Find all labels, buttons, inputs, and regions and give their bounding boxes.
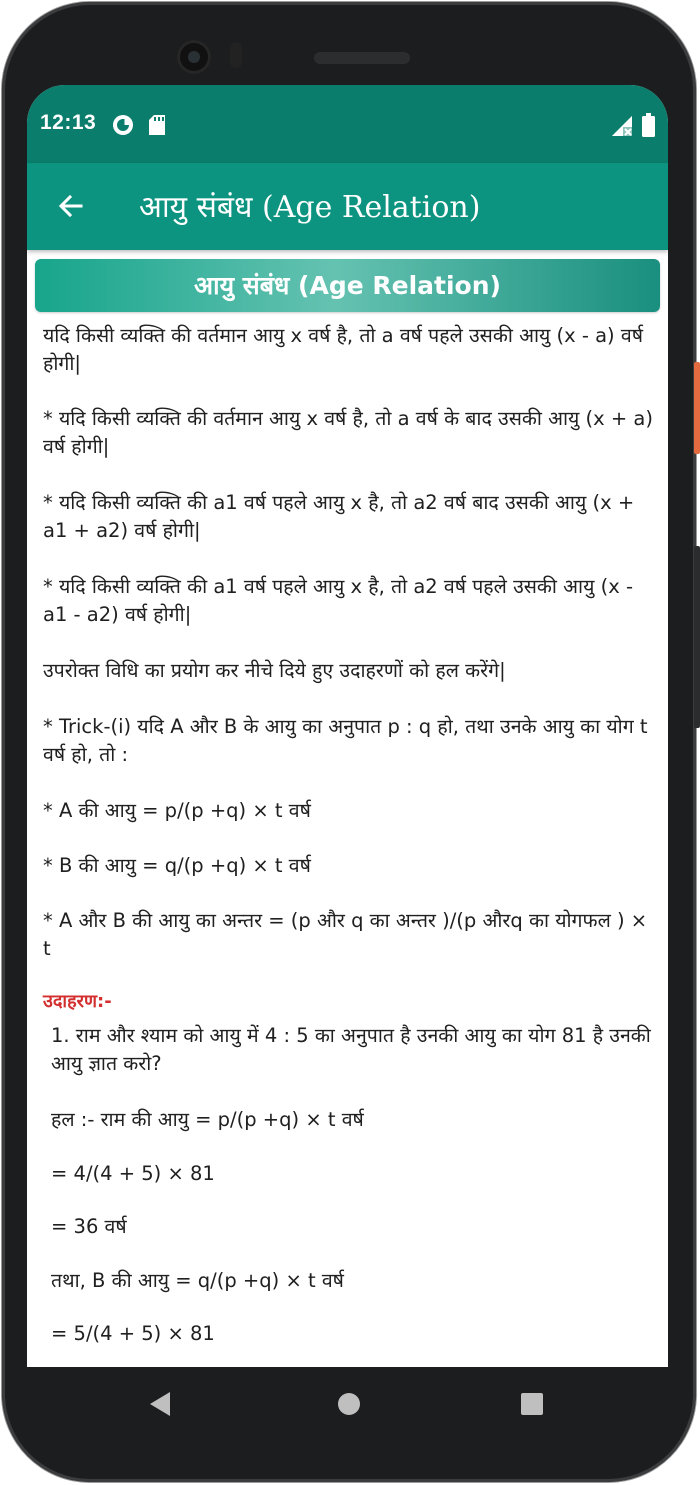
section-banner: आयु संबंध (Age Relation) (35, 259, 660, 312)
paragraph: * यदि किसी व्यक्ति की a1 वर्ष पहले आयु x है, तो a2 वर्ष पहले उसकी आयु (x - a1 - a2) वर्ष होगी| (43, 575, 633, 626)
page-title: आयु संबंध (Age Relation) (139, 190, 481, 225)
paragraph: * Trick-(i) यदि A और B के आयु का अनुपात p : q हो, तथा उनके आयु का योग t वर्ष हो, तो : (43, 715, 648, 766)
data-saver-icon (112, 114, 134, 136)
example-line: = 4/(4 + 5) × 81 (51, 1162, 215, 1185)
example-line: 1. राम और श्याम को आयु में 4 : 5 का अनुपात है उनकी आयु का योग 81 है उनकी आयु ज्ञात करो? (51, 1024, 651, 1075)
earpiece-speaker (314, 52, 410, 64)
nav-home-icon[interactable] (337, 1392, 361, 1416)
paragraph: * A और B की आयु का अन्तर = (p और q का अन्तर )/(p औरq का योगफल ) × t (43, 909, 648, 960)
paragraph: * B की आयु = q/(p +q) × t वर्ष (43, 854, 311, 877)
paragraph: * यदि किसी व्यक्ति की a1 वर्ष पहले आयु x है, तो a2 वर्ष बाद उसकी आयु (x + a1 + a2) वर्ष होगी| (43, 491, 635, 542)
app-bar (27, 163, 668, 250)
example-heading: उदाहरण:- (43, 991, 112, 1012)
paragraph: * A की आयु = p/(p +q) × t वर्ष (43, 799, 311, 822)
status-time: 12:13 (40, 111, 97, 134)
nav-recents-icon[interactable] (520, 1392, 544, 1416)
paragraph: उपरोक्त विधि का प्रयोग कर नीचे दिये हुए उदाहरणों को हल करेंगे| (43, 659, 506, 682)
navigation-bar (27, 1367, 668, 1439)
nav-back-icon[interactable] (148, 1391, 172, 1417)
paragraph: * यदि किसी व्यक्ति की वर्तमान आयु x वर्ष है, तो a वर्ष के बाद उसकी आयु (x + a) वर्ष होगी| (43, 407, 653, 458)
arrow-left-icon[interactable] (55, 190, 87, 222)
example-line: = 5/(4 + 5) × 81 (51, 1322, 215, 1345)
signal-icon (611, 115, 633, 137)
paragraph: यदि किसी व्यक्ति की वर्तमान आयु x वर्ष है, तो a वर्ष पहले उसकी आयु (x - a) वर्ष होगी| (43, 324, 643, 375)
example-line: तथा, B की आयु = q/(p +q) × t वर्ष (51, 1269, 344, 1292)
example-line: = 36 वर्ष (51, 1215, 127, 1238)
sd-card-icon (149, 115, 165, 135)
power-button (694, 362, 700, 454)
volume-button (694, 546, 700, 728)
example-line: हल :- राम की आयु = p/(p +q) × t वर्ष (51, 1108, 364, 1131)
battery-icon (642, 113, 655, 137)
status-bar (27, 85, 668, 163)
screen (27, 85, 668, 1405)
proximity-sensor (230, 42, 242, 68)
front-camera (177, 40, 211, 74)
